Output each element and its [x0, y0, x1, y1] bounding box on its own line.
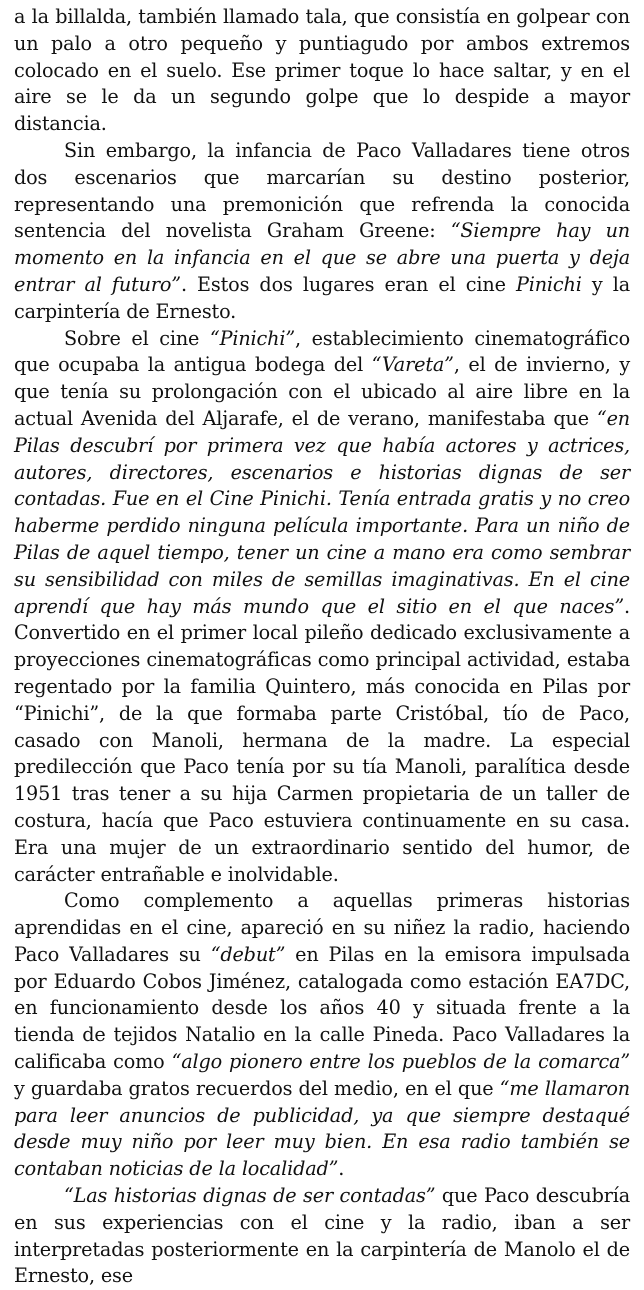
text-run: y guardaba gratos recuerdos del medio, en el que: [14, 1076, 500, 1100]
paragraph-infancia-escenarios: [14, 138, 630, 326]
text-run: Como complemento a aquellas primeras historias aprendidas en el cine, apareció en su niñez la radio, haciendo Paco Valladares su: [14, 889, 630, 966]
text-run: . Convertido en el primer local pileño dedicado exclusivamente a proyecciones cinematográficas como principal actividad, estaba regentado por la familia Quintero, más conocida en Pilas por “Pinichi”, de la que formaba parte Cristóbal, tío de Paco, casado con Manoli, hermana de la madre. La especial predilección que Paco tenía por su tía Manoli, paralítica desde 1951 tras tener a su hija Carmen propietaria de un taller de costura, hacía que Paco estuviera continuamente en su casa. Era una mujer de un extraordinario sentido del humor, de carácter entrañable e inolvidable.: [14, 594, 630, 886]
text-run: .: [338, 1157, 345, 1181]
text-run: en Pilas en la emisora impulsada por Eduardo Cobos Jiménez, catalogada como estación EA7DC, en funcionamiento desde los años 40 y situada frente a la tienda de tejidos Natalio en la calle Pineda. Paco Valladares la calificaba como: [14, 942, 630, 1074]
italic-text-run: Pinichi: [515, 272, 582, 296]
italic-text-run: “me llamaron para leer anuncios de publicidad, ya que siempre destaqué desde muy niño por leer muy bien. En esa radio también se contaban noticias de la localidad”: [14, 1076, 630, 1181]
paragraph-radio: [14, 888, 630, 1183]
text-run: a la billalda, también llamado tala, que consistía en golpear con un palo a otro pequeño y puntiagudo por ambos extremos colocado en el suelo. Ese primer toque lo hace saltar, y en el aire se le da un segundo golpe que lo despide a mayor distancia.: [14, 5, 630, 136]
italic-text-run: “Pinichi”: [209, 326, 295, 350]
italic-text-run: “Siempre hay un momento en la infancia en el que se abre una puerta y deja entrar al futuro”: [14, 219, 630, 296]
paragraph-billalda: [14, 4, 630, 138]
italic-text-run: “en Pilas descubrí por primera vez que había actores y actrices, autores, directores, escenarios e historias dignas de ser contadas. Fue en el Cine Pinichi. Tenía entrada gratis y no creo haberme perdido ninguna película importante. Para un niño de Pilas de aquel tiempo, tener un cine a mano era como sembrar su sensibilidad con miles de semillas imaginativas. En el cine aprendí que hay más mundo que el sitio en el que naces”: [14, 406, 630, 618]
text-run: Sobre el cine: [64, 326, 210, 350]
italic-text-run: “Las historias dignas de ser contadas”: [64, 1184, 436, 1208]
paragraph-cine-pinichi: [14, 326, 630, 889]
italic-text-run: “algo pionero entre los pueblos de la comarca”: [171, 1050, 630, 1074]
text-run: Sin embargo, la infancia de Paco Valladares tiene otros dos escenarios que marcarían su destino posterior, representando una premonición que refrenda la conocida sentencia del novelista Graham Greene:: [14, 138, 630, 243]
italic-text-run: “Vareta”: [371, 353, 454, 377]
text-run: que Paco descubría en sus experiencias con el cine y la radio, iban a ser interpretadas posteriormente en la carpintería de Manolo el de Ernesto, ese: [14, 1184, 630, 1288]
text-run: . Estos dos lugares eran el cine: [180, 272, 516, 296]
text-run: y la carpintería de Ernesto.: [14, 272, 630, 323]
text-run: , el de invierno, y que tenía su prolongación con el ubicado al aire libre en la actual Avenida del Aljarafe, el de verano, manifestaba que: [14, 353, 631, 430]
text-run: , establecimiento cinematográfico que ocupaba la antigua bodega del: [14, 326, 630, 377]
italic-text-run: “debut”: [210, 942, 286, 966]
paragraph-historias-dignas: [14, 1183, 630, 1290]
